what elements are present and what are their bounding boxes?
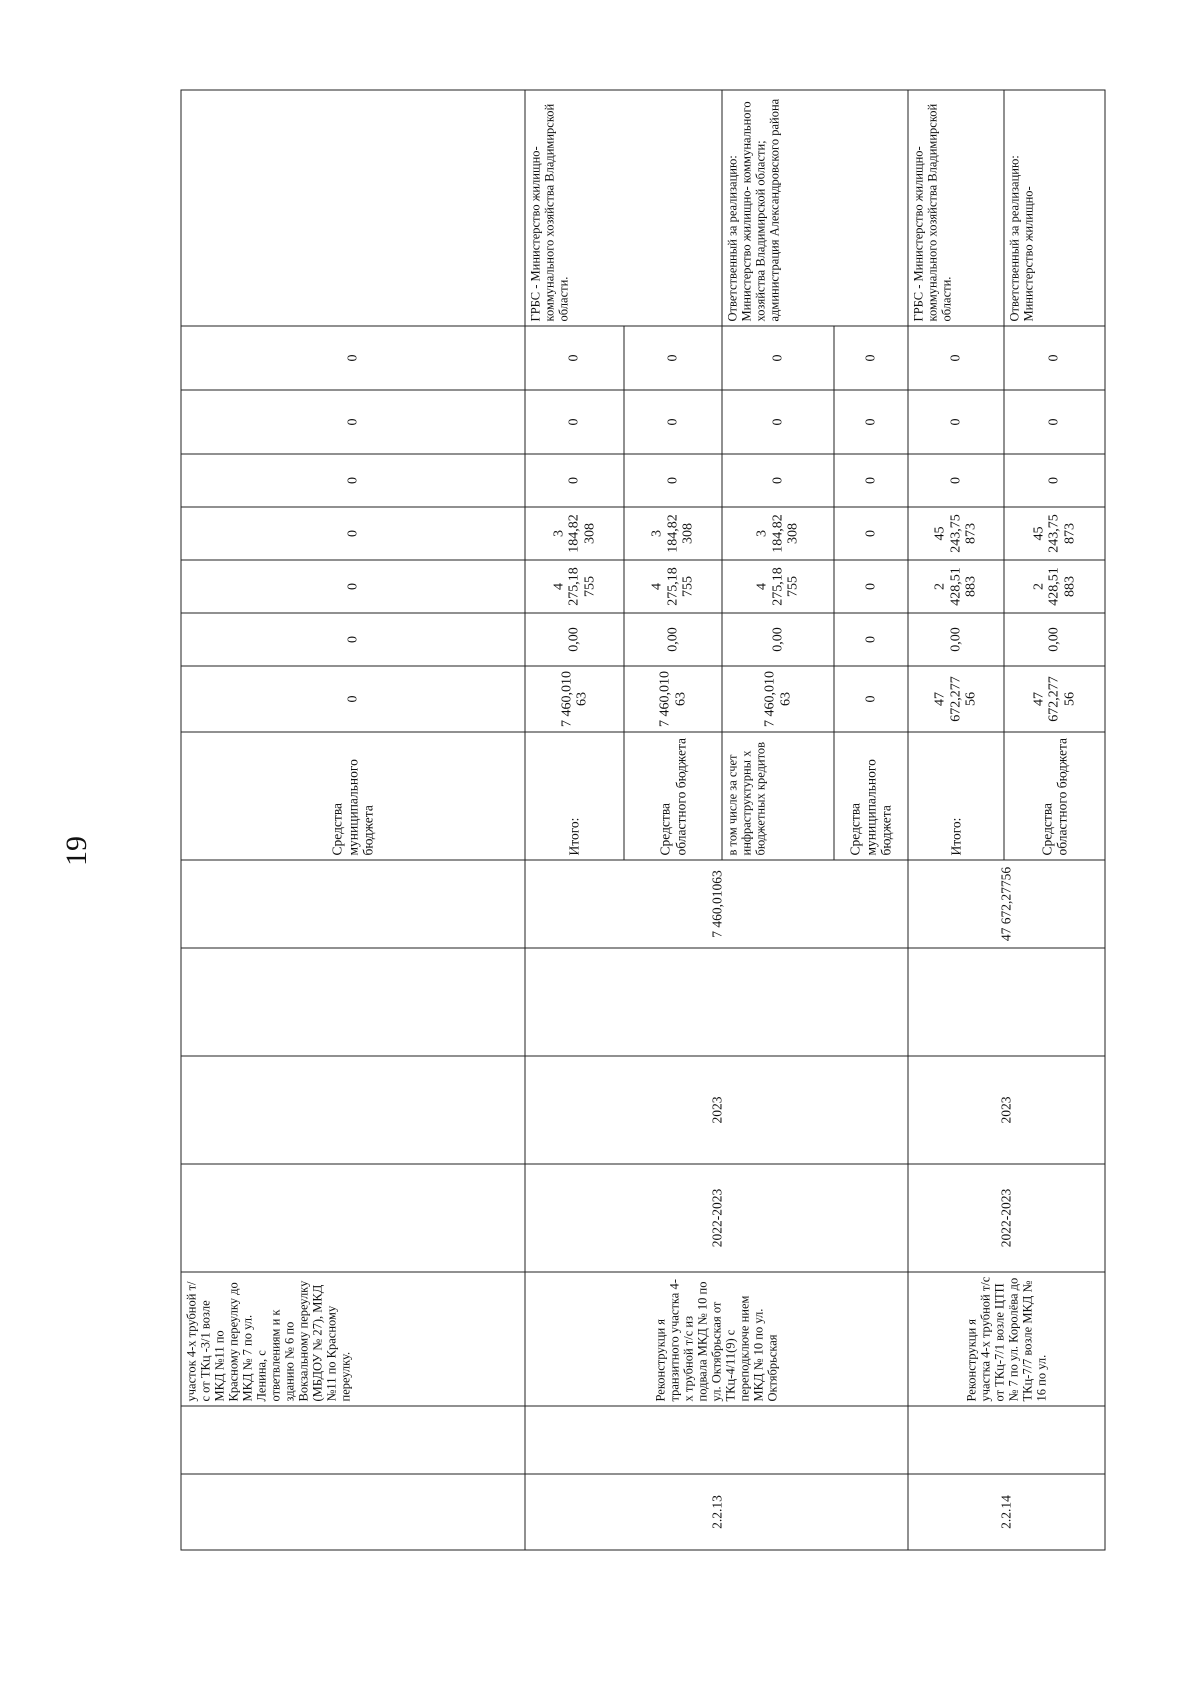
entry-value-cell: 45 243,75 873 <box>1004 507 1105 560</box>
entry-cost-cell: 7 460,01063 <box>525 860 908 948</box>
cont-value-cell: 0 <box>181 613 525 666</box>
entry-extra-cell <box>908 948 1105 1056</box>
entry-blank-cell <box>525 1406 908 1474</box>
entry-extra-cell <box>525 948 908 1056</box>
cont-period-cell <box>181 1164 525 1272</box>
cont-year-cell <box>181 1056 525 1164</box>
entry-period-cell: 2022-2023 <box>525 1164 908 1272</box>
entry-source-cell: Итого: <box>525 732 623 860</box>
entry-value-cell: 0,00 <box>525 613 623 666</box>
entry-value-cell: 0 <box>1004 390 1105 454</box>
entry-num-cell: 2.2.13 <box>525 1474 908 1550</box>
entry-value-cell: 0 <box>908 454 1004 507</box>
entry-value-cell: 0 <box>908 326 1004 390</box>
entry-value-cell: 0,00 <box>623 613 721 666</box>
entry-value-cell: 0 <box>722 454 834 507</box>
entry-value-cell: 47 672,277 56 <box>908 666 1004 732</box>
entry-value-cell: 0 <box>833 560 907 613</box>
entry-year-cell: 2023 <box>908 1056 1105 1164</box>
budget-table <box>180 89 1105 1550</box>
entry-blank-cell <box>908 1406 1105 1474</box>
cont-value-cell: 0 <box>181 454 525 507</box>
entry-value-cell: 7 460,010 63 <box>525 666 623 732</box>
entry-name-cell: Реконструкци я транзитного участка 4-х трубной т/с из подвала МКД № 10 по ул. Октябрьская от ТКц-4/11(9) с переподключе нием МКД № 10 по ул. Октябрьская <box>525 1272 908 1406</box>
entry-value-cell: 0 <box>833 666 907 732</box>
entry-cost-cell: 47 672,27756 <box>908 860 1105 948</box>
entry-value-cell: 0,00 <box>722 613 834 666</box>
cont-value-cell: 0 <box>181 326 525 390</box>
entry-value-cell: 0 <box>623 454 721 507</box>
entry-value-cell: 0 <box>1004 326 1105 390</box>
page-number: 19 <box>60 836 93 866</box>
entry-value-cell: 45 243,75 873 <box>908 507 1004 560</box>
cont-blank-cell <box>181 1406 525 1474</box>
entry-name-cell: Реконструкци я участка 4-х трубной т/с от ТКц-7/1 возле ЦТП № 7 по ул. Королёва до ТКц-7/7 возле МКД № 16 по ул. <box>908 1272 1105 1406</box>
cont-name-cell: участок 4-х трубной т/с от ТКц -3/1 возле МКД №11 по Красному переулку до МКД № 7 по ул. Ленина, с ответвлениям и к зданию № 6 по Вокзальному переулку (МБДОУ № 27), МКД №11 по Красному переулку. <box>181 1272 525 1406</box>
entry-value-cell: 0 <box>833 613 907 666</box>
entry-value-cell: 0 <box>623 390 721 454</box>
entry-value-cell: 0 <box>833 390 907 454</box>
entry-value-cell: 0 <box>833 454 907 507</box>
document-sheet <box>180 90 1105 1550</box>
entry-source-cell: в том числе за счет инфраструктурны х бюджетных кредитов <box>722 732 834 860</box>
entry-row-2-2-14-total <box>908 90 1004 1550</box>
entry-value-cell: 2 428,51 883 <box>1004 560 1105 613</box>
entry-value-cell: 0 <box>623 326 721 390</box>
cont-num-cell <box>181 1474 525 1550</box>
entry-value-cell: 7 460,010 63 <box>722 666 834 732</box>
cont-value-cell: 0 <box>181 560 525 613</box>
cont-cost-cell <box>181 860 525 948</box>
entry-year-cell: 2023 <box>525 1056 908 1164</box>
cont-note-cell <box>181 90 525 326</box>
entry-value-cell: 0 <box>525 390 623 454</box>
entry-value-cell: 4 275,18 755 <box>722 560 834 613</box>
entry-num-cell: 2.2.14 <box>908 1474 1105 1550</box>
entry-value-cell: 3 184,82 308 <box>722 507 834 560</box>
entry-value-cell: 2 428,51 883 <box>908 560 1004 613</box>
entry-value-cell: 0,00 <box>1004 613 1105 666</box>
entry-value-cell: 3 184,82 308 <box>525 507 623 560</box>
entry-executor-cell: Ответственный за реализацию: Министерство жилищно- <box>1004 90 1105 326</box>
cont-source-cell: Средства муниципального бюджета <box>181 732 525 860</box>
entry-value-cell: 0 <box>722 326 834 390</box>
entry-value-cell: 0 <box>525 326 623 390</box>
entry-period-cell: 2022-2023 <box>908 1164 1105 1272</box>
cont-value-cell: 0 <box>181 390 525 454</box>
entry-value-cell: 4 275,18 755 <box>525 560 623 613</box>
cont-extra-cell <box>181 948 525 1056</box>
entry-value-cell: 4 275,18 755 <box>623 560 721 613</box>
entry-value-cell: 47 672,277 56 <box>1004 666 1105 732</box>
entry-grbs-cell: ГРБС - Министерство жилищно- коммунального хозяйства Владимирской области. <box>908 90 1004 326</box>
entry-source-cell: Средства областного бюджета <box>623 732 721 860</box>
entry-value-cell: 3 184,82 308 <box>623 507 721 560</box>
entry-source-cell: Средства муниципального бюджета <box>833 732 907 860</box>
cont-value-cell: 0 <box>181 666 525 732</box>
entry-source-cell: Средства областного бюджета <box>1004 732 1105 860</box>
entry-value-cell: 0 <box>833 507 907 560</box>
entry-value-cell: 0 <box>722 390 834 454</box>
cont-value-cell: 0 <box>181 507 525 560</box>
rotated-table-frame <box>180 90 1105 1550</box>
entry-value-cell: 7 460,010 63 <box>623 666 721 732</box>
continuation-row <box>181 90 525 1550</box>
entry-executor-cell: Ответственный за реализацию: Министерство жилищно- коммунального хозяйства Владимирской области; администрация Александровского района <box>722 90 908 326</box>
entry-row-2-2-13-total <box>525 90 623 1550</box>
entry-grbs-cell: ГРБС - Министерство жилищно- коммунального хозяйства Владимирской области. <box>525 90 722 326</box>
entry-source-cell: Итого: <box>908 732 1004 860</box>
entry-value-cell: 0,00 <box>908 613 1004 666</box>
entry-value-cell: 0 <box>908 390 1004 454</box>
entry-value-cell: 0 <box>525 454 623 507</box>
entry-value-cell: 0 <box>1004 454 1105 507</box>
entry-value-cell: 0 <box>833 326 907 390</box>
